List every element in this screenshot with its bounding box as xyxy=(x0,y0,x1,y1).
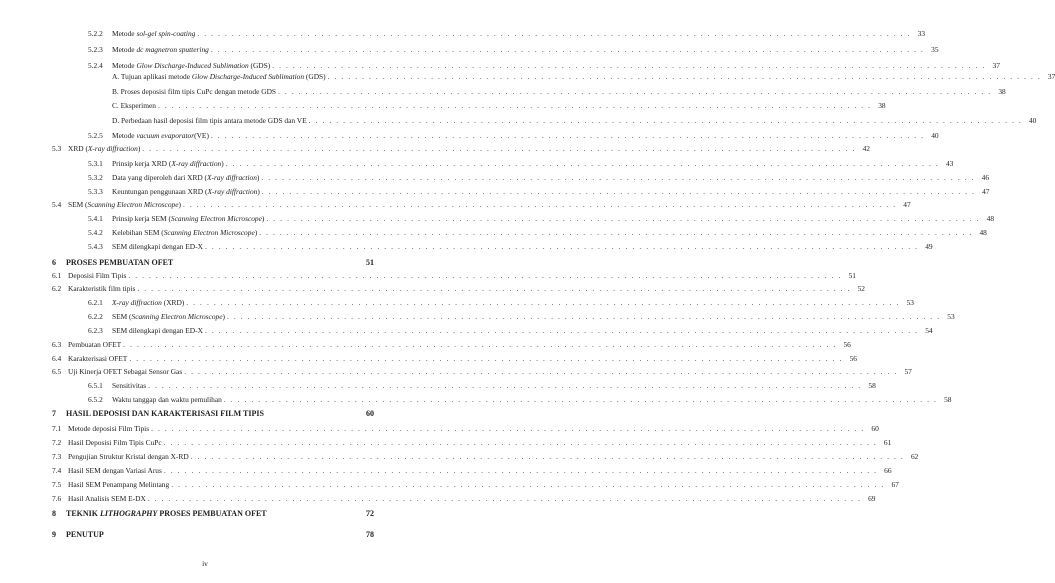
toc-entry-title xyxy=(112,187,260,196)
toc-entry-text: Hasil Analisis SEM E-DX xyxy=(68,494,146,503)
toc-entry-text: Prinsip kerja XRD ( xyxy=(112,159,172,168)
toc-leader-dots xyxy=(224,395,938,404)
toc-leader-dots xyxy=(184,367,898,376)
toc-page-number: 61 xyxy=(883,438,892,447)
toc-page-number: 56 xyxy=(849,354,857,363)
toc-entry-number: 5.4.1 xyxy=(88,214,103,223)
toc-entry-text: Karakteristik film tipis xyxy=(68,284,136,293)
toc-entry[interactable] xyxy=(88,214,995,223)
toc-entry-title xyxy=(112,159,224,168)
toc-entry[interactable] xyxy=(112,72,1055,81)
toc-leader-dots xyxy=(211,131,925,140)
toc-chapter[interactable] xyxy=(52,509,374,518)
toc-chapter[interactable] xyxy=(52,409,374,418)
toc-entry-number: 5.4.2 xyxy=(88,228,103,237)
toc-entry-text: Pengujian Struktur Kristal dengan X-RD xyxy=(68,452,189,461)
toc-entry-text: HASIL DEPOSISI DAN KARAKTERISASI FILM TIPIS xyxy=(66,409,264,418)
toc-entry[interactable] xyxy=(88,298,914,307)
toc-entry-title xyxy=(112,131,209,140)
toc-entry-title xyxy=(68,424,149,433)
toc-entry-title xyxy=(112,173,259,182)
toc-entry-number: 6.4 xyxy=(52,354,62,363)
toc-entry-text: SEM dilengkapi dengan ED-X xyxy=(112,242,203,251)
toc-page-number: 66 xyxy=(884,466,892,475)
toc-entry[interactable] xyxy=(52,284,865,293)
toc-leader-dots xyxy=(226,159,940,168)
toc-entry[interactable] xyxy=(88,395,952,404)
toc-entry-number: 7.1 xyxy=(52,424,62,433)
toc-page-number: 33 xyxy=(917,29,926,38)
toc-entry-number: 6.2 xyxy=(52,284,62,293)
toc-leader-dots xyxy=(186,298,900,307)
toc-leader-dots xyxy=(164,438,878,447)
toc-entry-text: Hasil SEM Penampang Melintang xyxy=(68,480,170,489)
toc-page-number: 47 xyxy=(982,187,990,196)
toc-leader-dots xyxy=(197,29,911,38)
toc-page-number: 52 xyxy=(857,284,865,293)
toc-entry[interactable] xyxy=(88,29,926,38)
toc-entry-title xyxy=(68,354,127,363)
toc-entry-title xyxy=(68,466,162,475)
toc-page-number: 58 xyxy=(944,395,952,404)
toc-page-number: 47 xyxy=(903,200,911,209)
toc-entry-title xyxy=(112,381,146,390)
toc-entry-title xyxy=(68,452,189,461)
toc-entry-emphasis: X-ray diffraction xyxy=(207,187,258,196)
toc-entry-number: 5.3.3 xyxy=(88,187,103,196)
toc-entry-suffix: ) xyxy=(254,228,258,237)
toc-entry-text: SEM ( xyxy=(68,200,88,209)
toc-page-number: 67 xyxy=(891,480,899,489)
toc-page-number: 37 xyxy=(992,61,1000,70)
toc-leader-dots xyxy=(259,228,973,237)
toc-leader-dots xyxy=(266,214,980,223)
toc-leader-dots xyxy=(171,480,885,489)
toc-entry-number: 7.4 xyxy=(52,466,62,475)
toc-entry-number: 5.3.2 xyxy=(88,173,103,182)
toc-entry-title xyxy=(112,101,156,110)
toc-entry-text: XRD ( xyxy=(68,144,88,153)
toc-page-number: 62 xyxy=(910,452,919,461)
toc-entry-title xyxy=(68,340,121,349)
toc-entry-title xyxy=(66,258,173,267)
toc-entry-number: 6.5.1 xyxy=(88,381,103,390)
toc-entry[interactable] xyxy=(52,340,851,349)
toc-entry-emphasis: X-ray diffraction xyxy=(207,173,257,182)
toc-page-number: 48 xyxy=(979,228,987,237)
toc-leader-dots xyxy=(191,452,905,461)
toc-entry-number: 6.2.1 xyxy=(88,298,103,307)
toc-entry-number: 6.2.3 xyxy=(88,326,103,335)
toc-entry[interactable] xyxy=(52,466,892,475)
toc-leader-dots xyxy=(309,116,1023,125)
toc-entry-number: 5.4 xyxy=(52,200,62,209)
toc-page-number: 42 xyxy=(862,144,870,153)
toc-entry-title xyxy=(68,144,140,153)
toc-entry-emphasis: X-ray diffraction xyxy=(112,298,162,307)
toc-entry[interactable] xyxy=(52,271,856,280)
toc-page-number: 48 xyxy=(986,214,995,223)
toc-page-number: 58 xyxy=(868,381,876,390)
toc-entry[interactable] xyxy=(88,187,990,196)
toc-page-number: 60 xyxy=(871,424,879,433)
toc-entry[interactable] xyxy=(112,101,886,110)
toc-entry-number: 5.2.2 xyxy=(88,29,103,38)
toc-page-number: 51 xyxy=(366,258,374,267)
toc-entry[interactable] xyxy=(52,452,919,461)
toc-entry-number: 5.4.3 xyxy=(88,242,103,251)
toc-entry-title xyxy=(68,284,135,293)
toc-entry-text: Uji Kinerja OFET Sebagai Sensor Gas xyxy=(68,367,183,376)
toc-entry[interactable] xyxy=(52,480,899,489)
toc-page-number: 49 xyxy=(925,242,933,251)
toc-entry[interactable] xyxy=(52,494,876,503)
toc-entry-emphasis: vacuum evaporator xyxy=(136,131,195,140)
toc-entry-title xyxy=(112,72,326,81)
toc-entry[interactable] xyxy=(52,424,879,433)
toc-leader-dots xyxy=(148,494,862,503)
toc-entry-emphasis: X-ray diffraction xyxy=(87,144,138,153)
toc-entry-title xyxy=(66,530,104,539)
toc-entry-title xyxy=(112,312,225,321)
toc-entry-suffix: PROSES PEMBUATAN OFET xyxy=(157,509,267,518)
toc-entry-number: 7.3 xyxy=(52,452,62,461)
toc-entry-text: Metode xyxy=(112,131,137,140)
toc-leader-dots xyxy=(262,187,976,196)
toc-entry-text: Metode xyxy=(112,45,137,54)
toc-entry-title xyxy=(112,214,264,223)
toc-page-number: 60 xyxy=(366,409,374,418)
toc-entry-text: Pembuatan OFET xyxy=(68,340,122,349)
toc-entry-suffix: ) xyxy=(256,173,260,182)
toc-entry-suffix: (GDS) xyxy=(304,72,326,81)
toc-leader-dots xyxy=(205,326,919,335)
toc-chapter[interactable] xyxy=(52,258,374,267)
toc-entry-number: 7.5 xyxy=(52,480,62,489)
toc-entry-title xyxy=(112,116,307,125)
toc-entry-emphasis: Glow Discharge-Induced Sublimation xyxy=(136,61,249,70)
toc-leader-dots xyxy=(123,340,837,349)
toc-entry-emphasis: Glow Discharge-Induced Sublimation xyxy=(191,72,305,81)
toc-entry-title xyxy=(68,438,162,447)
toc-entry-title xyxy=(112,228,257,237)
toc-entry-text: Metode xyxy=(112,61,137,70)
toc-page-number: 43 xyxy=(945,159,954,168)
toc-entry-suffix: ) xyxy=(178,200,181,209)
toc-leader-dots xyxy=(328,72,1042,81)
toc-entry[interactable] xyxy=(52,144,870,153)
toc-entry[interactable] xyxy=(88,173,990,182)
toc-entry-number: 5.3 xyxy=(52,144,62,153)
toc-page-number: 38 xyxy=(998,87,1006,96)
toc-page-number: 72 xyxy=(366,509,374,518)
toc-leader-dots xyxy=(151,424,865,433)
toc-entry-number: 5.2.5 xyxy=(88,131,103,140)
toc-entry-title xyxy=(68,271,126,280)
toc-entry-emphasis: LITHOGRAPHY xyxy=(100,509,158,518)
toc-leader-dots xyxy=(129,354,843,363)
toc-entry-text: PENUTUP xyxy=(66,530,104,539)
toc-entry-text: C. Eksperimen xyxy=(112,101,156,110)
toc-leader-dots xyxy=(205,242,919,251)
toc-entry-emphasis: X-ray diffraction xyxy=(171,159,222,168)
toc-leader-dots xyxy=(272,61,986,70)
toc-entry-title xyxy=(66,509,267,518)
toc-entry-suffix: ) xyxy=(222,312,225,321)
toc-entry[interactable] xyxy=(52,367,912,376)
toc-entry-title xyxy=(112,29,195,38)
toc-entry-text: D. Perbedaan hasil deposisi film tipis antara metode GDS dan VE xyxy=(112,116,307,125)
toc-page-number: 57 xyxy=(904,367,912,376)
toc-entry-text: Prinsip kerja SEM ( xyxy=(112,214,171,223)
toc-entry-title xyxy=(112,61,270,70)
toc-leader-dots xyxy=(183,200,897,209)
toc-entry-number: 5.2.3 xyxy=(88,45,103,54)
toc-entry[interactable] xyxy=(88,131,939,140)
toc-entry-text: Deposisi Film Tipis xyxy=(68,271,127,280)
toc-entry-suffix: ) xyxy=(137,144,141,153)
toc-entry-title xyxy=(66,409,264,418)
toc-entry-emphasis: sol-gel spin-coating xyxy=(136,29,196,38)
toc-entry-text: SEM dilengkapi dengan ED-X xyxy=(112,326,203,335)
toc-entry-emphasis: Scanning Electron Microscope xyxy=(163,228,255,237)
toc-entry-suffix: ) xyxy=(257,187,260,196)
toc-page-number: 54 xyxy=(925,326,933,335)
toc-entry-title xyxy=(112,242,203,251)
toc-page-number: 53 xyxy=(906,298,914,307)
toc-entry-text: Kelebihan SEM ( xyxy=(112,228,164,237)
page-number: iv xyxy=(202,559,208,568)
toc-entry-text: Metode deposisi Film Tipis xyxy=(68,424,150,433)
toc-entry-number: 6.3 xyxy=(52,340,62,349)
toc-entry[interactable] xyxy=(52,438,892,447)
toc-entry-text: Data yang diperoleh dari XRD ( xyxy=(112,173,208,182)
toc-leader-dots xyxy=(148,381,862,390)
toc-page-number: 69 xyxy=(868,494,876,503)
toc-entry-number: 9 xyxy=(52,530,56,539)
toc-entry-title xyxy=(68,367,182,376)
toc-entry-title xyxy=(112,298,184,307)
toc-entry-number: 7 xyxy=(52,409,56,418)
toc-entry-text: B. Proses deposisi film tipis CuPc dengan metode GDS xyxy=(112,87,277,96)
toc-entry-title xyxy=(68,480,169,489)
toc-leader-dots xyxy=(164,466,878,475)
toc-entry[interactable] xyxy=(52,200,911,209)
toc-entry-suffix: ) xyxy=(221,159,224,168)
toc-entry-title xyxy=(68,200,181,209)
toc-entry-title xyxy=(112,326,203,335)
toc-entry[interactable] xyxy=(88,61,1000,70)
toc-leader-dots xyxy=(227,312,941,321)
toc-entry-text: Hasil SEM dengan Variasi Arus xyxy=(68,466,162,475)
toc-entry-title xyxy=(112,45,209,54)
toc-page-number: 53 xyxy=(947,312,955,321)
toc-entry-number: 8 xyxy=(52,509,56,518)
toc-entry-suffix: ) xyxy=(261,214,265,223)
toc-page-number: 51 xyxy=(848,271,856,280)
toc-entry-text: Hasil Deposisi Film Tipis CuPc xyxy=(68,438,162,447)
toc-entry-text: Sensitivitas xyxy=(112,381,147,390)
toc-page-number: 38 xyxy=(878,101,886,110)
toc-entry-number: 6.5 xyxy=(52,367,62,376)
toc-entry-number: 6.1 xyxy=(52,271,62,280)
toc-page-number: 56 xyxy=(843,340,851,349)
toc-entry-text: PROSES PEMBUATAN OFET xyxy=(66,258,174,267)
toc-page-number: 78 xyxy=(366,530,374,539)
toc-entry-emphasis: Scanning Electron Microscope xyxy=(87,200,179,209)
toc-entry[interactable] xyxy=(88,312,955,321)
toc-entry-number: 6 xyxy=(52,258,56,267)
toc-entry-number: 6.2.2 xyxy=(88,312,103,321)
toc-entry[interactable] xyxy=(112,116,1037,125)
toc-entry-title xyxy=(68,494,146,503)
toc-entry[interactable] xyxy=(88,242,933,251)
toc-entry-suffix: (XRD) xyxy=(161,298,185,307)
toc-entry-number: 6.5.2 xyxy=(88,395,103,404)
toc-entry-number: 7.2 xyxy=(52,438,62,447)
toc-entry[interactable] xyxy=(112,87,1006,96)
toc-entry[interactable] xyxy=(88,159,954,168)
toc-leader-dots xyxy=(128,271,842,280)
toc-page-number: 37 xyxy=(1047,72,1055,81)
toc-entry-number: 5.3.1 xyxy=(88,159,103,168)
toc-entry[interactable] xyxy=(52,354,857,363)
toc-entry[interactable] xyxy=(88,45,939,54)
toc-entry[interactable] xyxy=(88,228,987,237)
toc-entry-emphasis: Scanning Electron Microscope xyxy=(170,214,262,223)
toc-leader-dots xyxy=(158,101,872,110)
toc-entry-number: 7.6 xyxy=(52,494,62,503)
toc-entry-number: 5.2.4 xyxy=(88,61,103,70)
toc-entry-text: A. Tujuan aplikasi metode xyxy=(112,72,192,81)
toc-entry-emphasis: Scanning Electron Microscope xyxy=(131,312,223,321)
toc-entry-text: Keuntungan penggunaan XRD ( xyxy=(112,187,208,196)
toc-entry-text: SEM ( xyxy=(112,312,132,321)
toc-leader-dots xyxy=(261,173,975,182)
toc-leader-dots xyxy=(211,45,925,54)
toc-entry-suffix: (VE) xyxy=(194,131,209,140)
toc-entry[interactable] xyxy=(88,326,933,335)
toc-entry-text: Metode xyxy=(112,29,137,38)
toc-chapter[interactable] xyxy=(52,530,374,539)
toc-entry-title xyxy=(112,395,222,404)
toc-entry-suffix: (GDS) xyxy=(248,61,271,70)
toc-page-number: 46 xyxy=(981,173,990,182)
toc-page-number: 35 xyxy=(931,45,939,54)
toc-leader-dots xyxy=(278,87,992,96)
toc-entry[interactable] xyxy=(88,381,876,390)
toc-page-number: 40 xyxy=(931,131,939,140)
toc-entry-text: Karakterisasi OFET xyxy=(68,354,128,363)
toc-entry-text: TEKNIK xyxy=(66,509,101,518)
toc-leader-dots xyxy=(137,284,851,293)
toc-page-number: 40 xyxy=(1028,116,1037,125)
toc-entry-emphasis: dc magnetron sputtering xyxy=(136,45,209,54)
toc-entry-text: Waktu tanggap dan waktu pemulihan xyxy=(112,395,222,404)
toc-leader-dots xyxy=(142,144,856,153)
toc-entry-title xyxy=(112,87,276,96)
